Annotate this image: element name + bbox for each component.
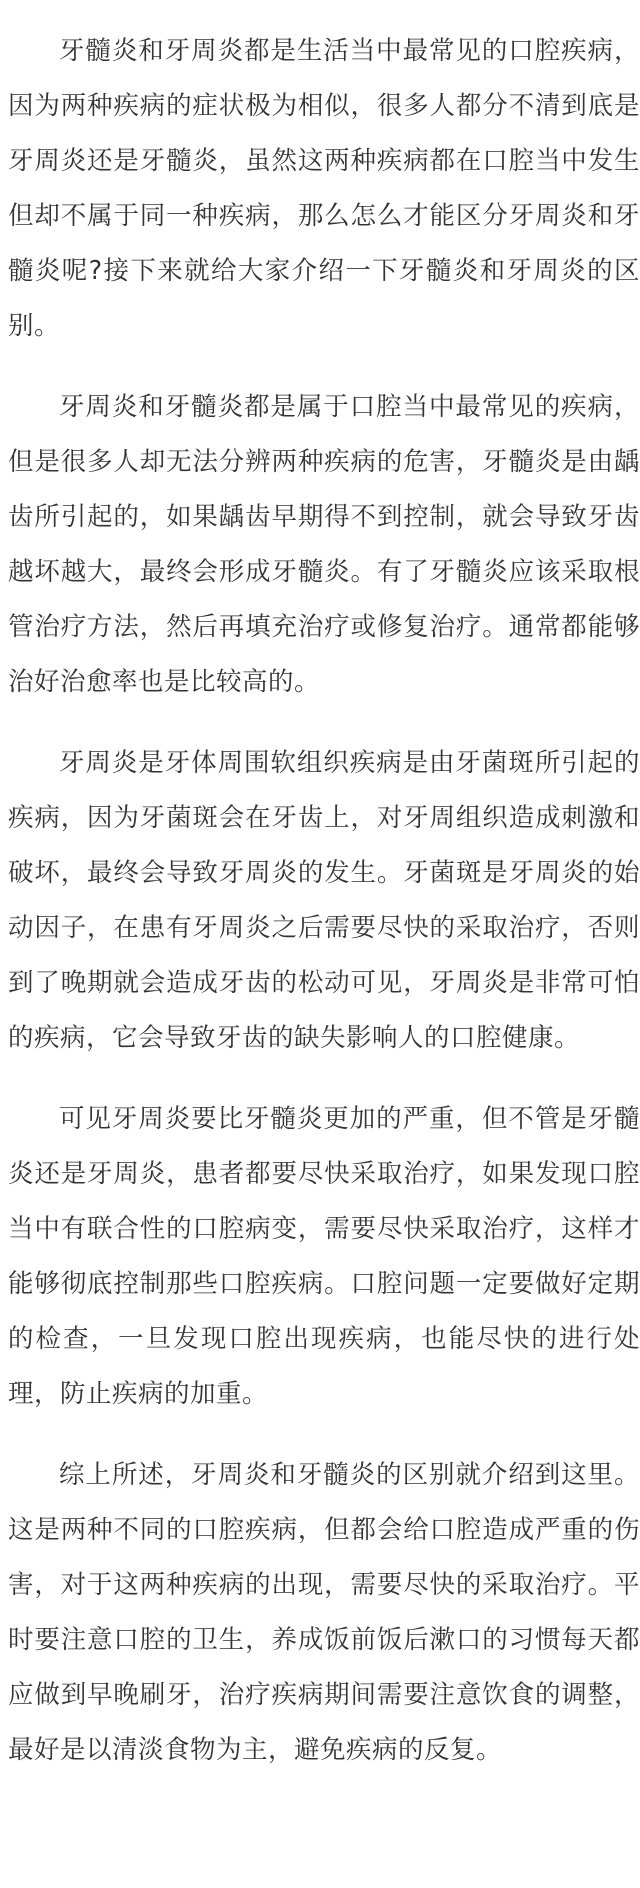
paragraph-pulpitis: 牙周炎和牙髓炎都是属于口腔当中最常见的疾病，但是很多人却无法分辨两种疾病的危害，牙髓炎是由龋齿所引起的，如果龋齿早期得不到控制，就会导致牙齿越坏越大，最终会形成牙髓炎。有了牙髓炎应该采取根管治疗方法，然后再填充治疗或修复治疗。通常都能够治好治愈率也是比较高的。 (8, 392, 640, 697)
paragraph-periodontitis: 牙周炎是牙体周围软组织疾病是由牙菌斑所引起的疾病，因为牙菌斑会在牙齿上，对牙周组织造成刺激和破坏，最终会导致牙周炎的发生。牙菌斑是牙周炎的始动因子，在患有牙周炎之后需要尽快的采取治疗，否则到了晚期就会造成牙齿的松动可见，牙周炎是非常可怕的疾病，它会导致牙齿的缺失影响人的口腔健康。 (8, 748, 640, 1053)
paragraph-summary: 综上所述，牙周炎和牙髓炎的区别就介绍到这里。这是两种不同的口腔疾病，但都会给口腔造成严重的伤害，对于这两种疾病的出现，需要尽快的采取治疗。平时要注意口腔的卫生，养成饭前饭后漱口的习惯每天都应做到早晚刷牙，治疗疾病期间需要注意饮食的调整，最好是以清淡食物为主，避免疾病的反复。 (8, 1460, 640, 1765)
article-body (8, 24, 640, 1778)
paragraph-intro: 牙髓炎和牙周炎都是生活当中最常见的口腔疾病，因为两种疾病的症状极为相似，很多人都分不清到底是牙周炎还是牙髓炎，虽然这两种疾病都在口腔当中发生但却不属于同一种疾病，那么怎么才能区分牙周炎和牙髓炎呢?接下来就给大家介绍一下牙髓炎和牙周炎的区别。 (8, 36, 640, 341)
paragraph-treatment: 可见牙周炎要比牙髓炎更加的严重，但不管是牙髓炎还是牙周炎，患者都要尽快采取治疗，如果发现口腔当中有联合性的口腔病变，需要尽快采取治疗，这样才能够彻底控制那些口腔疾病。口腔问题一定要做好定期的检查，一旦发现口腔出现疾病，也能尽快的进行处理，防止疾病的加重。 (8, 1104, 640, 1409)
